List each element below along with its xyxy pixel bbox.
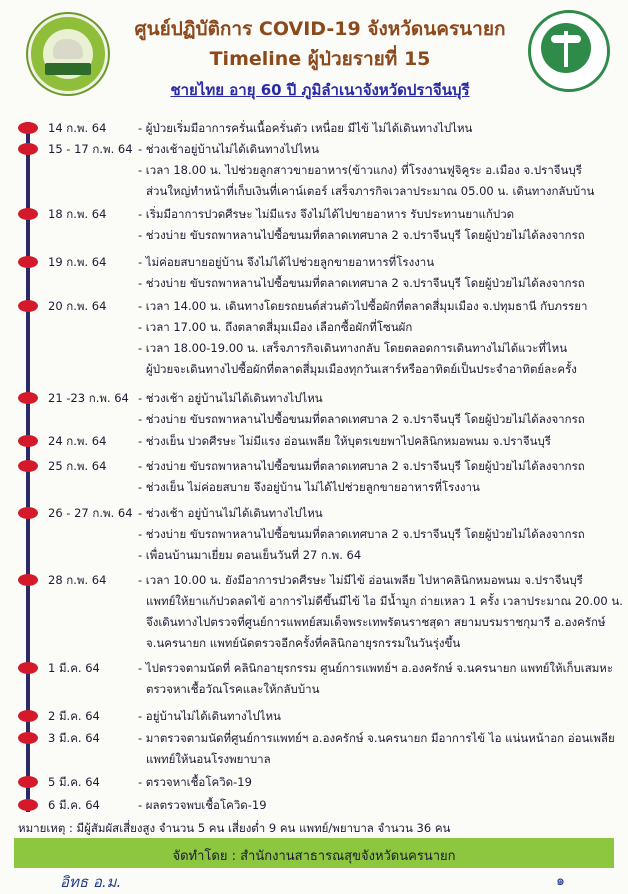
timeline-dot-icon	[18, 256, 38, 268]
timeline-dot-icon	[18, 208, 38, 220]
nakhon-nayok-seal-logo	[28, 14, 108, 94]
timeline-event-text: - เวลา 10.00 น. ยังมีอาการปวดศีรษะ ไม่มีไข้ อ่อนเพลีย ไปหาคลินิกหมอพนม จ.ปราจีนบุรี	[138, 573, 583, 587]
timeline-event-text: - อยู่บ้านไม่ได้เดินทางไปไหน	[138, 709, 281, 723]
timeline-dot-icon	[18, 574, 38, 586]
page-title: ศูนย์ปฏิบัติการ COVID-19 จังหวัดนครนายก	[134, 18, 506, 40]
elephant-icon	[53, 39, 83, 59]
timeline-event-text: จึงเดินทางไปตรวจที่ศูนย์การแพทย์สมเด็จพระเทพรัตนราชสุดา สยามบรมราชกุมารี อ.องครักษ์	[146, 615, 606, 629]
timeline-event-text: - เวลา 17.00 น. ถึงตลาดสี่มุมเมือง เลือกซื้อผักที่โซนผัก	[138, 320, 413, 334]
timeline-date: 24 ก.พ. 64	[48, 434, 107, 448]
timeline-event-text: แพทย์ให้นอนโรงพยาบาล	[146, 752, 271, 766]
timeline-dot-icon	[18, 776, 38, 788]
timeline-date: 1 มี.ค. 64	[48, 661, 100, 675]
patient-info: ชายไทย อายุ 60 ปี ภูมิลำเนาจังหวัดปราจีนบุรี	[170, 81, 470, 99]
timeline-date: 20 ก.พ. 64	[48, 299, 107, 313]
timeline-date: 14 ก.พ. 64	[48, 121, 107, 135]
timeline-dot-icon	[18, 799, 38, 811]
timeline-event-text: - ช่วงเช้า อยู่บ้านไม่ได้เดินทางไปไหน	[138, 506, 323, 520]
timeline-event-text: - เริ่มมีอาการปวดศีรษะ ไม่มีแรง จึงไม่ได้ไปขายอาหาร รับประทานยาแก้ปวด	[138, 207, 515, 221]
timeline-date: 6 มี.ค. 64	[48, 798, 100, 812]
timeline-dot-icon	[18, 507, 38, 519]
timeline-event-text: - ช่วงบ่าย ขับรถพาหลานไปซื้อขนมที่ตลาดเทศบาล 2 จ.ปราจีนบุรี โดยผู้ป่วยไม่ได้ลงจากรถ	[138, 527, 585, 541]
timeline-dot-icon	[18, 300, 38, 312]
timeline-dot-icon	[18, 435, 38, 447]
timeline-dot-icon	[18, 662, 38, 674]
timeline-event-text: จ.นครนายก แพทย์นัดตรวจอีกครั้งที่คลินิกอายุรกรรมในวันรุ่งขึ้น	[146, 636, 461, 650]
timeline-event-text: - ผลตรวจพบเชื้อโควิด-19	[138, 798, 267, 812]
timeline-event-text: - ช่วงเย็น ไม่ค่อยสบาย จึงอยู่บ้าน ไม่ได้ไปช่วยลูกขายอาหารที่โรงงาน	[138, 480, 480, 494]
timeline-event-text: - ช่วงเช้า อยู่บ้านไม่ได้เดินทางไปไหน	[138, 391, 323, 405]
timeline-event-text: ผู้ป่วยจะเดินทางไปซื้อผักที่ตลาดสี่มุมเมืองทุกวันเสาร์หรืออาทิตย์เป็นประจำอาทิตย์ละครั้ง	[146, 362, 577, 376]
timeline-event-text: - ช่วงเย็น ปวดศีรษะ ไม่มีแรง อ่อนเพลีย ให้บุตรเขยพาไปคลินิกหมอพนม จ.ปราจีนบุรี	[138, 434, 551, 448]
timeline-date: 26 - 27 ก.พ. 64	[48, 506, 133, 520]
timeline-event-text: - ช่วงเช้าอยู่บ้านไม่ได้เดินทางไปไหน	[138, 142, 319, 156]
timeline-dot-icon	[18, 122, 38, 134]
timeline-event-text: - ช่วงบ่าย ขับรถพาหลานไปซื้อขนมที่ตลาดเทศบาล 2 จ.ปราจีนบุรี โดยผู้ป่วยไม่ได้ลงจากรถ	[138, 276, 585, 290]
signature: อิทธ อ.ม.	[60, 873, 122, 891]
timeline-date: 21 -23 ก.พ. 64	[48, 391, 129, 405]
timeline-date: 3 มี.ค. 64	[48, 731, 100, 745]
timeline-event-text: - ไม่ค่อยสบายอยู่บ้าน จึงไม่ได้ไปช่วยลูกขายอาหารที่โรงงาน	[138, 255, 435, 269]
timeline-date: 5 มี.ค. 64	[48, 775, 100, 789]
remark-text: หมายเหตุ : มีผู้สัมผัสเสี่ยงสูง จำนวน 5 คน เสี่ยงต่ำ 9 คน แพทย์/พยาบาล จำนวน 36 คน	[18, 821, 451, 835]
timeline-dot-icon	[18, 143, 38, 155]
timeline-event-text: ตรวจหาเชื้อวัณโรคและให้กลับบ้าน	[146, 682, 320, 696]
footer-label: จัดทำโดย : สำนักงานสาธารณสุขจังหวัดนครนายก	[172, 849, 456, 864]
timeline-date: 18 ก.พ. 64	[48, 207, 107, 221]
timeline-dot-icon	[18, 392, 38, 404]
timeline-event-text: - ไปตรวจตามนัดที่ คลินิกอายุรกรรม ศูนย์การแพทย์ฯ อ.องครักษ์ จ.นครนายก แพทย์ให้เก็บเสมหะ	[138, 661, 614, 675]
timeline-event-text: - ช่วงบ่าย ขับรถพาหลานไปซื้อขนมที่ตลาดเทศบาล 2 จ.ปราจีนบุรี โดยผู้ป่วยไม่ได้ลงจากรถ	[138, 459, 585, 473]
ministry-of-public-health-logo	[528, 10, 610, 92]
timeline-dot-icon	[18, 710, 38, 722]
header	[0, 0, 628, 106]
timeline-date: 15 - 17 ก.พ. 64	[48, 142, 133, 156]
timeline-event-text: - เวลา 14.00 น. เดินทางโดยรถยนต์ส่วนตัวไปซื้อผักที่ตลาดสี่มุมเมือง จ.ปทุมธานี กับภรรยา	[138, 299, 588, 313]
footer-band	[14, 838, 614, 868]
timeline-event-text: - เวลา 18.00 น. ไปช่วยลูกสาวขายอาหาร(ข้าวแกง) ที่โรงงานฟูจิคูระ อ.เมือง จ.ปราจีนบุรี	[138, 163, 582, 177]
timeline-date: 2 มี.ค. 64	[48, 709, 100, 723]
timeline-dot-icon	[18, 732, 38, 744]
timeline-event-text: ส่วนใหญ่ทำหน้าที่เก็บเงินที่เคาน์เตอร์ เสร็จภารกิจเวลาประมาณ 05.00 น. เดินทางกลับบ้าน	[146, 184, 595, 198]
timeline-event-text: - มาตรวจตามนัดที่ศูนย์การแพทย์ฯ อ.องครักษ์ จ.นครนายก มีอาการไข้ ไอ แน่นหน้าอก อ่อนเพลีย	[138, 731, 615, 745]
timeline-dot-icon	[18, 460, 38, 472]
timeline-date: 25 ก.พ. 64	[48, 459, 107, 473]
timeline-event-text: - ตรวจหาเชื้อโควิด-19	[138, 775, 252, 789]
timeline-event-text: - เพื่อนบ้านมาเยี่ยม ตอนเย็นวันที่ 27 ก.พ. 64	[138, 548, 362, 562]
timeline-date: 19 ก.พ. 64	[48, 255, 107, 269]
page-subtitle-timeline: Timeline ผู้ป่วยรายที่ 15	[209, 48, 431, 70]
timeline-event-text: - ช่วงบ่าย ขับรถพาหลานไปซื้อขนมที่ตลาดเทศบาล 2 จ.ปราจีนบุรี โดยผู้ป่วยไม่ได้ลงจากรถ	[138, 228, 585, 242]
timeline-date: 28 ก.พ. 64	[48, 573, 107, 587]
timeline-event-text: - ช่วงบ่าย ขับรถพาหลานไปซื้อขนมที่ตลาดเทศบาล 2 จ.ปราจีนบุรี โดยผู้ป่วยไม่ได้ลงจากรถ	[138, 412, 585, 426]
timeline-event-text: - ผู้ป่วยเริ่มมีอาการครั่นเนื้อครั่นตัว เหนื่อย มีไข้ ไม่ได้เดินทางไปไหน	[138, 121, 473, 135]
timeline-event-text: แพทย์ให้ยาแก้ปวดลดไข้ อาการไม่ดีขึ้นมีไข้ ไอ มีน้ำมูก ถ่ายเหลว 1 ครั้ง เวลาประมาณ 20.00 น.	[146, 594, 623, 608]
page-number: ๑	[556, 873, 565, 889]
timeline-event-text: - เวลา 18.00-19.00 น. เสร็จภารกิจเดินทางกลับ โดยตลอดการเดินทางไม่ได้แวะที่ไหน	[138, 341, 568, 355]
